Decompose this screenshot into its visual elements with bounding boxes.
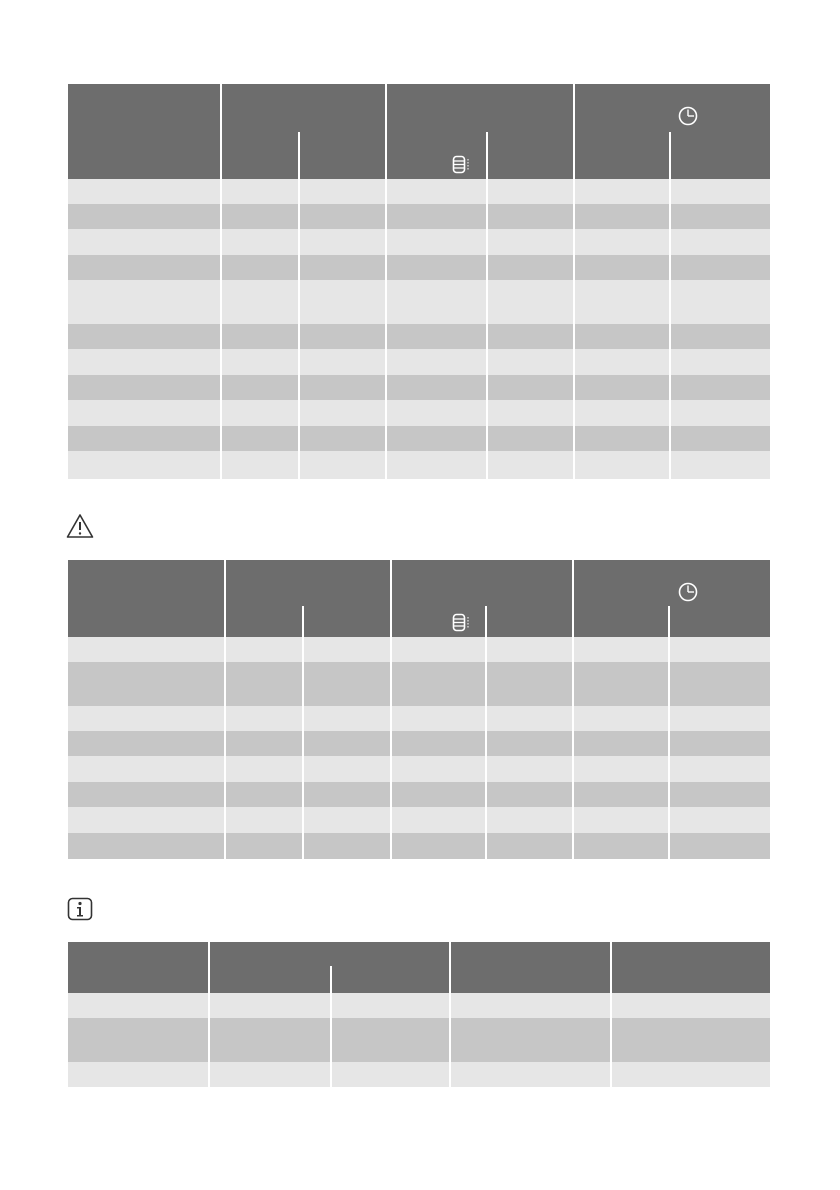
clock-icon [678,106,698,126]
info-icon [67,897,93,921]
column-divider [385,84,387,479]
table-row [68,349,770,375]
column-divider [573,84,575,479]
table-row [68,324,770,349]
table-row [68,833,770,859]
column-divider [224,560,226,859]
table-row [68,204,770,229]
table-row [68,662,770,706]
column-divider [486,132,488,479]
table-row [68,1062,770,1087]
table-row [68,426,770,451]
table-header [68,560,770,637]
table-row [68,375,770,400]
cooking-table-2 [68,560,770,859]
table-row [68,637,770,662]
warning-icon [66,513,94,539]
cooking-table-1 [68,84,770,479]
column-divider [298,132,300,479]
table-row [68,280,770,324]
column-divider [668,606,670,859]
column-divider [390,560,392,859]
table-row [68,451,770,479]
table-row [68,993,770,1018]
table-row [68,255,770,280]
table-row [68,229,770,255]
table-row [68,706,770,731]
column-divider [485,606,487,859]
column-divider [449,942,451,1087]
table-row [68,807,770,833]
column-divider [302,606,304,859]
table-header [68,942,770,993]
column-divider [220,84,222,479]
column-divider [330,966,332,1087]
cooking-table-3 [68,942,770,1087]
table-row [68,731,770,756]
table-row [68,782,770,807]
shelf-level-icon [452,613,474,633]
table-row [68,179,770,204]
table-row [68,1018,770,1062]
column-divider [208,942,210,1087]
column-divider [572,560,574,859]
clock-icon [678,582,698,602]
column-divider [669,132,671,479]
column-divider [610,942,612,1087]
shelf-level-icon [452,155,474,175]
table-row [68,400,770,426]
table-header [68,84,770,179]
table-row [68,756,770,782]
